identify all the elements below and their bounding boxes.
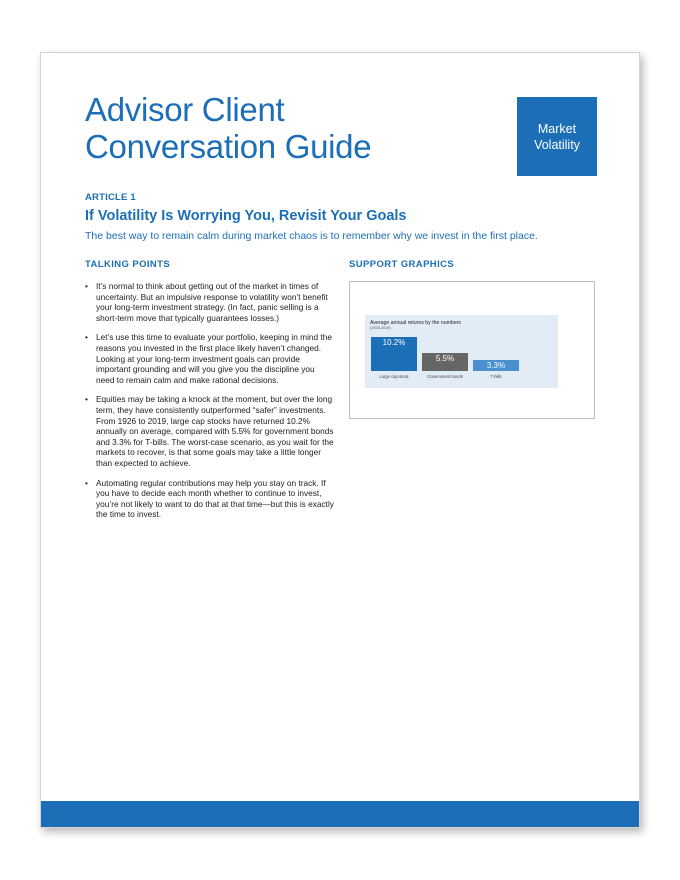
footer-bar [41,801,639,827]
title-line-2: Conversation Guide [85,128,372,165]
chart-title: Average annual returns by the numbers [370,320,462,326]
list-item [85,281,335,323]
article-label: ARTICLE 1 [85,192,136,203]
support-graphic-frame [349,281,595,419]
article-headline: If Volatility Is Worrying You, Revisit Your Goals [85,208,407,224]
article-subhead: The best way to remain calm during market chaos is to remember why we invest in the first place. [85,230,538,242]
list-item [85,332,335,385]
bullet-icon: • [85,394,88,405]
topic-tag [517,97,597,176]
talking-point-text: Equities may be taking a knock at the moment, but over the long term, they have consistently outperformed “safer” investments. From 1926 to 2019, large cap stocks have returned 10.2% annually on average, compared with 5.5% for government bonds and 3.3% for T-bills. The worst-case scenario, as you wait for the markets to recover, is that some goals may take a little longer than expected to achieve. [96,394,334,468]
talking-points-list [85,281,335,529]
returns-chart [365,315,558,388]
page-title [85,91,415,165]
chart-subtitle: (1926-2019) [370,326,391,330]
guide-page [40,52,640,828]
talking-point-text: Automating regular contributions may help you stay on track. If you have to decide each month whether to continue to invest, you’re not likely to want to do that at that time—but this is exactly the time to invest. [96,477,334,520]
bar-value-label: 10.2% [382,338,406,347]
category-label: Large cap stock [379,374,409,379]
category-label: Government bonds [427,374,463,379]
bullet-icon: • [85,477,88,488]
talking-point-text: Let’s use this time to evaluate your portfolio, keeping in mind the reasons you invested in the first place likely haven’t changed. Looking at your long-term investment goals can provide important grounding and will you give you the discipline you need to remain calm and make rational decisions. [96,332,332,385]
bullet-icon: • [85,281,88,291]
topic-tag-line-1: Market [537,121,577,136]
title-line-1: Advisor Client [85,91,285,128]
bullet-icon: • [85,332,88,343]
talking-points-heading: TALKING POINTS [85,259,171,270]
topic-tag-line-2: Volatility [534,137,580,152]
category-label: T-bills [490,374,502,379]
bar-value-label: 3.3% [486,361,506,370]
bar-value-label: 5.5% [435,354,455,363]
list-item [85,478,335,520]
support-graphics-heading: SUPPORT GRAPHICS [349,259,455,270]
list-item [85,394,335,468]
talking-point-text: It’s normal to think about getting out of the market in times of uncertainty. But an impulsive response to volatility won’t benefit your long-term investment strategy. (In fact, panic selling is a short-term move that typically guarantees losses.) [96,281,328,323]
